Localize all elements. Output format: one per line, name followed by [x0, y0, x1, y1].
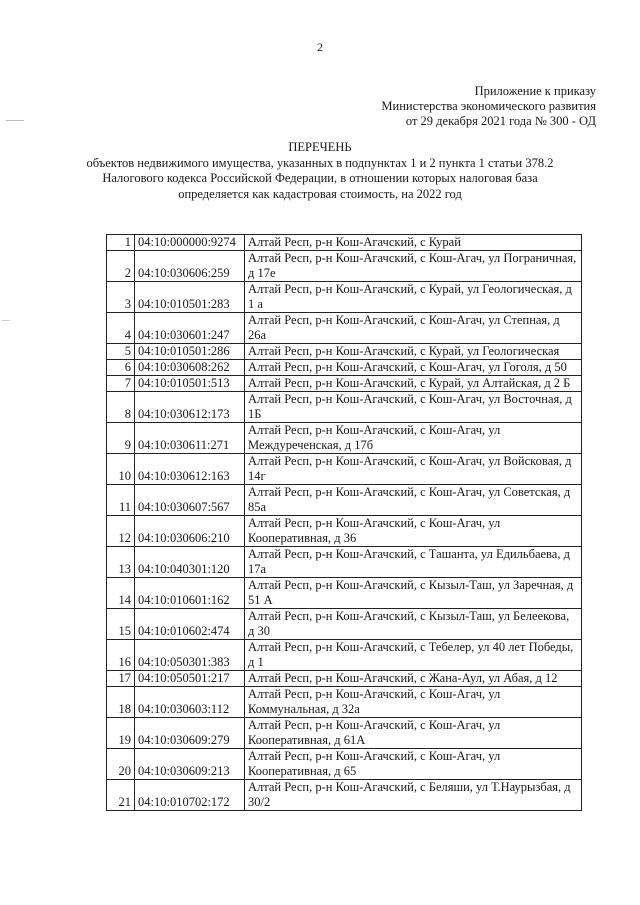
object-address: Алтай Респ, р-н Кош-Агачский, с Кош-Агач, ул Кооперативная, д 61А — [245, 718, 582, 749]
object-address: Алтай Респ, р-н Кош-Агачский, с Кош-Агач, ул Войсковая, д 14г — [245, 454, 582, 485]
object-address: Алтай Респ, р-н Кош-Агачский, с Кош-Агач, ул Междуреченская, д 17б — [245, 423, 582, 454]
table-row — [107, 313, 582, 344]
row-number: 6 — [107, 360, 135, 376]
row-number: 4 — [107, 313, 135, 344]
document-title: ПЕРЕЧЕНЬ — [288, 140, 352, 154]
cadastral-number: 04:10:030608:262 — [135, 360, 245, 376]
cadastral-number: 04:10:010501:283 — [135, 282, 245, 313]
table-row — [107, 609, 582, 640]
cadastral-number: 04:10:030609:279 — [135, 718, 245, 749]
document-subtitle-line: Налогового кодекса Российской Федерации, в отношении которых налоговая база — [102, 171, 538, 185]
object-address: Алтай Респ, р-н Кош-Агачский, с Тебелер, ул 40 лет Победы, д 1 — [245, 640, 582, 671]
cadastral-number: 04:10:030601:247 — [135, 313, 245, 344]
cadastral-number: 04:10:030609:213 — [135, 749, 245, 780]
table-row — [107, 251, 582, 282]
cadastral-number: 04:10:030606:210 — [135, 516, 245, 547]
cadastral-number: 04:10:010601:162 — [135, 578, 245, 609]
row-number: 12 — [107, 516, 135, 547]
row-number: 20 — [107, 749, 135, 780]
cadastral-number: 04:10:050501:217 — [135, 671, 245, 687]
object-address: Алтай Респ, р-н Кош-Агачский, с Курай, ул Геологическая, д 1 а — [245, 282, 582, 313]
cadastral-number: 04:10:010602:474 — [135, 609, 245, 640]
object-address: Алтай Респ, р-н Кош-Агачский, с Кош-Агач, ул Восточная, д 1Б — [245, 392, 582, 423]
table-row — [107, 687, 582, 718]
row-number: 17 — [107, 671, 135, 687]
cadastral-number: 04:10:030606:259 — [135, 251, 245, 282]
object-address: Алтай Респ, р-н Кош-Агачский, с Кош-Агач, ул Степная, д 26а — [245, 313, 582, 344]
object-address: Алтай Респ, р-н Кош-Агачский, с Жана-Аул, ул Абая, д 12 — [245, 671, 582, 687]
row-number: 2 — [107, 251, 135, 282]
row-number: 9 — [107, 423, 135, 454]
cadastral-number: 04:10:030603:112 — [135, 687, 245, 718]
row-number: 19 — [107, 718, 135, 749]
object-address: Алтай Респ, р-н Кош-Агачский, с Ташанта, ул Едильбаева, д 17а — [245, 547, 582, 578]
table-row — [107, 360, 582, 376]
cadastral-number: 04:10:030611:271 — [135, 423, 245, 454]
object-address: Алтай Респ, р-н Кош-Агачский, с Кош-Агач, ул Пограничная, д 17е — [245, 251, 582, 282]
document-subtitle-line: объектов недвижимого имущества, указанных в подпунктах 1 и 2 пункта 1 статьи 378.2 — [86, 155, 554, 170]
table-row — [107, 718, 582, 749]
row-number: 11 — [107, 485, 135, 516]
row-number: 14 — [107, 578, 135, 609]
object-address: Алтай Респ, р-н Кош-Агачский, с Кош-Агач, ул Коммунальная, д 32а — [245, 687, 582, 718]
table-row — [107, 282, 582, 313]
document-subtitle-line: определяется как кадастровая стоимость, на 2022 год — [178, 186, 462, 201]
table-row — [107, 780, 582, 811]
table-row — [107, 640, 582, 671]
table-row — [107, 423, 582, 454]
cadastral-number: 04:10:030612:163 — [135, 454, 245, 485]
appendix-reference — [381, 84, 596, 129]
cadastral-number: 04:10:040301:120 — [135, 547, 245, 578]
row-number: 3 — [107, 282, 135, 313]
margin-scan-mark — [2, 320, 10, 321]
row-number: 8 — [107, 392, 135, 423]
row-number: 16 — [107, 640, 135, 671]
cadastral-number: 04:10:010501:513 — [135, 376, 245, 392]
table-row — [107, 547, 582, 578]
object-address: Алтай Респ, р-н Кош-Агачский, с Курай — [245, 235, 582, 251]
table-row — [107, 392, 582, 423]
margin-scan-mark — [6, 120, 24, 121]
object-address: Алтай Респ, р-н Кош-Агачский, с Кызыл-Таш, ул Белеекова, д 30 — [245, 609, 582, 640]
page-number: 2 — [317, 40, 323, 54]
appendix-line: Министерства экономического развития — [381, 99, 596, 113]
row-number: 18 — [107, 687, 135, 718]
table-row — [107, 749, 582, 780]
table-row — [107, 454, 582, 485]
row-number: 21 — [107, 780, 135, 811]
real-estate-objects-table — [106, 234, 582, 811]
object-address: Алтай Респ, р-н Кош-Агачский, с Кош-Агач, ул Советская, д 85а — [245, 485, 582, 516]
row-number: 15 — [107, 609, 135, 640]
table-row — [107, 235, 582, 251]
cadastral-number: 04:10:010702:172 — [135, 780, 245, 811]
object-address: Алтай Респ, р-н Кош-Агачский, с Кош-Агач, ул Гоголя, д 50 — [245, 360, 582, 376]
appendix-line: от 29 декабря 2021 года № 300 - ОД — [405, 114, 596, 128]
cadastral-number: 04:10:050301:383 — [135, 640, 245, 671]
cadastral-number: 04:10:010501:286 — [135, 344, 245, 360]
object-address: Алтай Респ, р-н Кош-Агачский, с Курай, ул Геологическая — [245, 344, 582, 360]
table-row — [107, 485, 582, 516]
row-number: 13 — [107, 547, 135, 578]
cadastral-number: 04:10:030612:173 — [135, 392, 245, 423]
object-address: Алтай Респ, р-н Кош-Агачский, с Беляши, ул Т.Наурызбая, д 30/2 — [245, 780, 582, 811]
row-number: 7 — [107, 376, 135, 392]
table-row — [107, 376, 582, 392]
table-row — [107, 671, 582, 687]
table-row — [107, 578, 582, 609]
cadastral-number: 04:10:030607:567 — [135, 485, 245, 516]
appendix-line: Приложение к приказу — [474, 84, 596, 98]
row-number: 5 — [107, 344, 135, 360]
row-number: 1 — [107, 235, 135, 251]
table-row — [107, 344, 582, 360]
object-address: Алтай Респ, р-н Кош-Агачский, с Кош-Агач, ул Кооперативная, д 36 — [245, 516, 582, 547]
cadastral-number: 04:10:000000:9274 — [135, 235, 245, 251]
document-heading — [80, 140, 560, 202]
row-number: 10 — [107, 454, 135, 485]
object-address: Алтай Респ, р-н Кош-Агачский, с Курай, ул Алтайская, д 2 Б — [245, 376, 582, 392]
table-row — [107, 516, 582, 547]
object-address: Алтай Респ, р-н Кош-Агачский, с Кош-Агач, ул Кооперативная, д 65 — [245, 749, 582, 780]
object-address: Алтай Респ, р-н Кош-Агачский, с Кызыл-Таш, ул Заречная, д 51 А — [245, 578, 582, 609]
